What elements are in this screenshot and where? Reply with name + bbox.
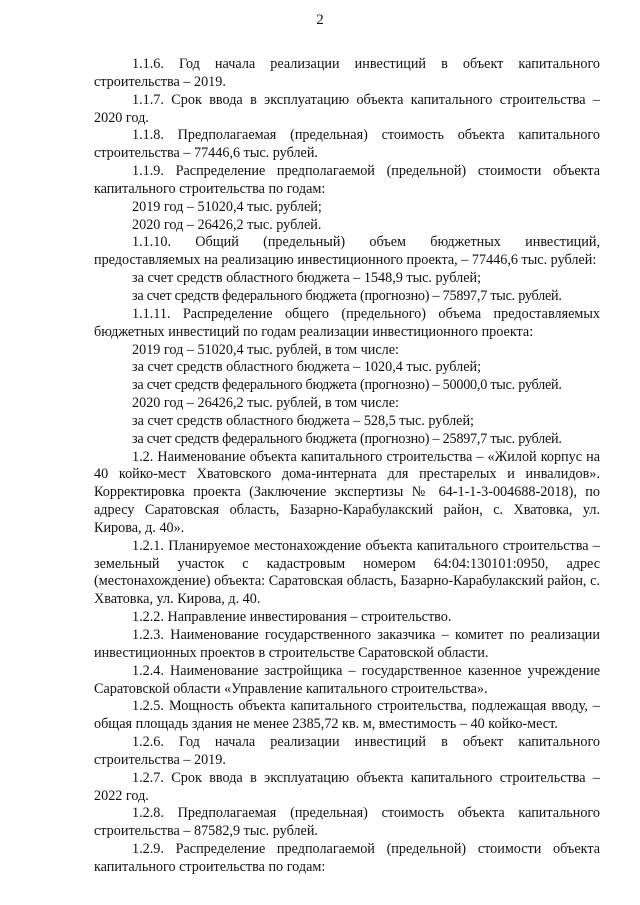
year-2020-total: 2020 год – 26426,2 тыс. рублей, в том числе: [132,395,399,412]
year-2019-cost: 2019 год – 51020,4 тыс. рублей; [132,198,322,215]
paragraph-1-1-6: 1.1.6. Год начала реализации инвестиций в объект капитального строительства – 2019. [94,56,600,90]
document-body [94,56,600,877]
paragraph-1-1-9: 1.1.9. Распределение предполагаемой (предельной) стоимости объекта капитального строительства по годам: [94,163,600,197]
paragraph-1-2-2: 1.2.2. Направление инвестирования – строительство. [132,609,452,626]
federal-budget-line: за счет средств федерального бюджета (прогнозно) – 75897,7 тыс. рублей. [132,287,562,304]
paragraph-1-2: 1.2. Наименование объекта капитального строительства – «Жилой корпус на 40 койко-мест Хватовского дома-интерната для престарелых и инвалидов». Корректировка проекта (Заключение экспертизы № 64-1-1-3-004688-2018), по адресу Саратовская область, Базарно-Карабулакский район, с. Хватовка, ул. Кирова, д. 40». [94,448,600,536]
year-2019-regional: за счет средств областного бюджета – 1020,4 тыс. рублей; [132,359,482,376]
paragraph-1-2-4: 1.2.4. Наименование застройщика – государственное казенное учреждение Саратовской области «Управление капитального строительства». [94,662,600,697]
page-number: 2 [316,12,324,28]
year-2019-total: 2019 год – 51020,4 тыс. рублей, в том числе: [132,341,399,358]
year-2020-federal: за счет средств федерального бюджета (прогнозно) – 25897,7 тыс. рублей. [132,430,562,447]
paragraph-1-1-7: 1.1.7. Срок ввода в эксплуатацию объекта капитального строительства – 2020 год. [94,91,600,126]
year-2020-regional: за счет средств областного бюджета – 528,5 тыс. рублей; [132,412,474,429]
paragraph-1-2-5: 1.2.5. Мощность объекта капитального строительства, подлежащая вводу, – общая площадь здания не менее 2385,72 кв. м, вместимость – 40 койко-мест. [94,698,600,733]
paragraph-1-1-10: 1.1.10. Общий (предельный) объем бюджетных инвестиций, предоставляемых на реализацию инвестиционного проекта, – 77446,6 тыс. рублей: [94,234,600,269]
year-2020-cost: 2020 год – 26426,2 тыс. рублей. [132,216,322,233]
paragraph-1-2-8: 1.2.8. Предполагаемая (предельная) стоимость объекта капитального строительства – 87582,9 тыс. рублей. [94,805,600,840]
paragraph-1-2-7: 1.2.7. Срок ввода в эксплуатацию объекта капитального строительства – 2022 год. [94,769,600,804]
year-2019-federal: за счет средств федерального бюджета (прогнозно) – 50000,0 тыс. рублей. [132,377,562,394]
paragraph-1-2-1: 1.2.1. Планируемое местонахождение объекта капитального строительства – земельный участок с кадастровым номером 64:04:130101:0950, адрес (местонахождение) объекта: Саратовская область, Базарно-Карабулакский район, с. Хватовка, ул. Кирова, д. 40. [94,537,600,608]
paragraph-1-2-6: 1.2.6. Год начала реализации инвестиций в объект капитального строительства – 2019. [94,734,600,768]
paragraph-1-1-11: 1.1.11. Распределение общего (предельного) объема предоставляемых бюджетных инвестиций по годам реализации инвестиционного проекта: [94,305,600,340]
paragraph-1-2-3: 1.2.3. Наименование государственного заказчика – комитет по реализации инвестиционных проектов в строительстве Саратовской области. [94,627,600,661]
paragraph-1-1-8: 1.1.8. Предполагаемая (предельная) стоимость объекта капитального строительства – 77446,6 тыс. рублей. [94,127,600,162]
paragraph-1-2-9: 1.2.9. Распределение предполагаемой (предельной) стоимости объекта капитального строительства по годам: [94,841,600,875]
regional-budget-line: за счет средств областного бюджета – 1548,9 тыс. рублей; [132,270,482,287]
